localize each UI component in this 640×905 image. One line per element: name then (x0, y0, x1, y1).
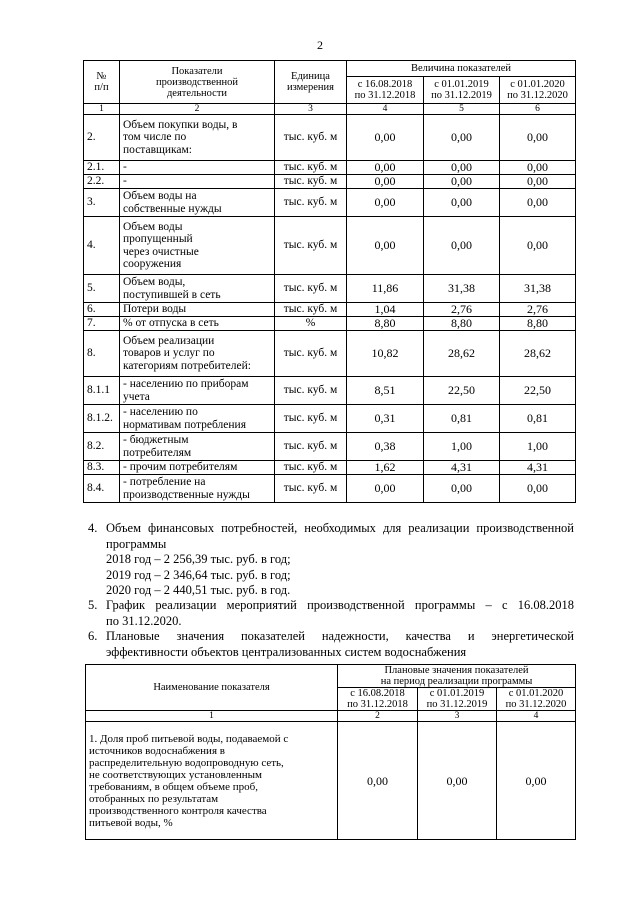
section-6-text-line2: эффективности объектов централизованных систем водоснабжения (106, 644, 467, 659)
row-value-2019 (424, 161, 500, 175)
row-value-2019-text: 0,81 (451, 411, 472, 426)
row-unit (275, 405, 347, 433)
row-unit (275, 303, 347, 317)
row-value-2018 (347, 303, 424, 317)
row-value-2018-text: 0,00 (374, 195, 396, 210)
row-number-text: 8.3. (87, 461, 105, 474)
header-num: № п/п (84, 61, 120, 104)
row-value-2018 (347, 377, 424, 405)
table-row (84, 475, 576, 503)
row-indicator-name (120, 303, 275, 317)
row-value-2020-text: 0,00 (527, 174, 548, 189)
row-value-2019 (424, 217, 500, 275)
row-unit (275, 331, 347, 377)
table-row (84, 189, 576, 217)
row-indicator-name-text: - населению по нормативам потребления (123, 406, 246, 431)
row-number (84, 175, 120, 189)
header-period-2: с 01.01.2019 по 31.12.2019 (424, 77, 500, 104)
row-indicator-name-text: - потребление на производственные нужды (123, 476, 250, 501)
row-value-2020-text: 0,00 (527, 195, 548, 210)
row-indicator-name-text: Объем реализации товаров и услуг по категориям потребителей: (123, 334, 251, 372)
row-value-2018 (347, 161, 424, 175)
row-value-2020 (500, 433, 576, 461)
row-indicator-name (120, 377, 275, 405)
header-values-group: Величина показателей (347, 61, 576, 77)
row-value-2018-text: 0,00 (374, 174, 396, 189)
row-indicator-name (120, 461, 275, 475)
row-value-2019 (424, 317, 500, 331)
row-unit-text: тыс. куб. м (283, 175, 338, 188)
section-4-text-line2: программы (106, 536, 167, 551)
row-value-2020-text: 4,31 (527, 460, 548, 475)
row-value-2018-text: 0,38 (374, 439, 396, 454)
index-cell: 6 (500, 104, 576, 115)
table-row (84, 175, 576, 189)
index-cell: 3 (418, 711, 497, 722)
row-value-2018-text: 0,00 (374, 160, 396, 175)
row-indicator-name (120, 275, 275, 303)
finance-2018: 2018 год – 2 256,39 тыс. руб. в год; (106, 552, 291, 566)
row-value-2019-text: 0,00 (451, 130, 472, 145)
row-value-2018-text: 8,80 (374, 316, 396, 331)
row-number (84, 275, 120, 303)
row-value-2020-text: 31,38 (524, 281, 551, 296)
header-period-1: с 16.08.2018 по 31.12.2018 (347, 77, 424, 104)
row-value-2018-text: 11,86 (371, 281, 399, 296)
row-unit-text: тыс. куб. м (283, 461, 338, 474)
row-number-text: 2.1. (87, 161, 105, 174)
production-indicators-table (83, 60, 576, 503)
row-value-2019-text: 0,00 (451, 195, 472, 210)
t2-header-group: Плановые значения показателей на период реализации программы (338, 665, 576, 688)
row-indicator-name (120, 217, 275, 275)
row-unit (275, 115, 347, 161)
header-period-3: с 01.01.2020 по 31.12.2020 (500, 77, 576, 104)
row-value-2020 (500, 175, 576, 189)
index-cell: 1 (84, 104, 120, 115)
row-indicator-name-text: Потери воды (123, 303, 187, 316)
row-value-2019-text: 4,31 (451, 460, 472, 475)
row-indicator-name (120, 115, 275, 161)
row-value-2018 (347, 217, 424, 275)
row-unit-text: тыс. куб. м (283, 440, 338, 453)
row-unit (275, 217, 347, 275)
row-unit-text: тыс. куб. м (283, 282, 338, 295)
row-unit-text: % (305, 317, 316, 330)
row-value-2018 (347, 317, 424, 331)
row-indicator-name (120, 405, 275, 433)
row-unit-text: тыс. куб. м (283, 196, 338, 209)
row-value-2019-text: 0,00 (451, 174, 472, 189)
row-number-text: 3. (87, 196, 96, 209)
row-value-2019-text: 28,62 (448, 346, 475, 361)
row-number-text: 2.2. (87, 175, 105, 188)
row-unit-text: тыс. куб. м (283, 131, 338, 144)
index-cell: 5 (424, 104, 500, 115)
index-cell: 4 (347, 104, 424, 115)
table-row (84, 275, 576, 303)
row-indicator-name (120, 161, 275, 175)
row-value-2020-text: 22,50 (524, 383, 551, 398)
row-number-text: 5. (87, 282, 96, 295)
row-value-2018 (347, 331, 424, 377)
row-unit (275, 175, 347, 189)
row-value-2019 (424, 461, 500, 475)
header-indicator: Показатели производственной деятельности (120, 61, 275, 104)
row-value-2020 (500, 377, 576, 405)
t2-header-period-1: с 16.08.2018 по 31.12.2018 (338, 688, 418, 711)
section-5 (88, 598, 574, 629)
row-value-2019 (424, 275, 500, 303)
row-number (84, 461, 120, 475)
row-indicator-name-text: - населению по приборам учета (123, 378, 249, 403)
row-value-2020-text: 28,62 (524, 346, 551, 361)
row-value-2019 (424, 189, 500, 217)
row-value-2020-text: 2,76 (527, 302, 548, 317)
row-indicator-name-text: Объем покупки воды, в том числе по поставщикам: (123, 118, 238, 156)
row-number-text: 7. (87, 317, 96, 330)
row-number-text: 8.1.2. (87, 412, 113, 425)
row-value-2019-text: 2,76 (451, 302, 472, 317)
t2-row-value-2018-text: 0,00 (367, 773, 388, 788)
row-value-2020 (500, 115, 576, 161)
row-value-2019 (424, 115, 500, 161)
row-value-2018-text: 0,00 (374, 238, 396, 253)
t2-row-value-2019-text: 0,00 (446, 773, 468, 788)
t2-header-period-3: с 01.01.2020 по 31.12.2020 (497, 688, 576, 711)
header-unit: Единица измерения (275, 61, 347, 104)
row-value-2018-text: 0,00 (374, 130, 396, 145)
row-value-2020-text: 0,00 (527, 481, 548, 496)
row-value-2019-text: 8,80 (451, 316, 472, 331)
index-cell: 2 (120, 104, 275, 115)
row-unit (275, 161, 347, 175)
row-number-text: 8. (87, 347, 96, 360)
section-5-number: 5. (88, 598, 98, 612)
section-4-number: 4. (88, 521, 98, 535)
row-indicator-name-text: - бюджетным потребителям (123, 434, 192, 459)
row-value-2020 (500, 217, 576, 275)
t2-column-index-row (86, 711, 576, 722)
row-indicator-name (120, 317, 275, 331)
row-number (84, 331, 120, 377)
row-value-2019-text: 31,38 (448, 281, 475, 296)
row-value-2018-text: 10,82 (371, 346, 399, 361)
row-value-2020-text: 1,00 (527, 439, 548, 454)
row-unit-text: тыс. куб. м (283, 347, 338, 360)
row-value-2020 (500, 303, 576, 317)
row-value-2019-text: 0,00 (451, 238, 472, 253)
section-6 (88, 629, 574, 660)
row-number (84, 303, 120, 317)
section-6-text-line1: Плановые значения показателей надежности, качества и энергетической (106, 629, 574, 643)
row-indicator-name (120, 189, 275, 217)
table-row (86, 722, 576, 840)
row-number (84, 161, 120, 175)
row-unit-text: тыс. куб. м (283, 482, 338, 495)
section-6-number: 6. (88, 629, 98, 643)
row-indicator-name-text: Объем воды на собственные нужды (123, 190, 222, 215)
row-value-2019-text: 0,00 (451, 481, 472, 496)
row-value-2018-text: 1,04 (374, 302, 396, 317)
t2-row-indicator-name-text: 1. Доля проб питьевой воды, подаваемой с источников водоснабжения в распределительную водопроводную сеть, не соответствующих установленным требованиям, в общем объеме проб, отобранных по результатам производственного контроля качества питьевой воды, % (89, 732, 289, 829)
row-unit (275, 317, 347, 331)
row-value-2020-text: 0,00 (527, 238, 548, 253)
row-indicator-name-text: - (123, 175, 127, 188)
row-number (84, 317, 120, 331)
t2-row-indicator-name (86, 722, 338, 840)
row-value-2018 (347, 405, 424, 433)
table-row (84, 461, 576, 475)
table-row (84, 217, 576, 275)
index-cell: 4 (497, 711, 576, 722)
index-cell: 1 (86, 711, 338, 722)
row-value-2020-text: 0,81 (527, 411, 548, 426)
row-unit-text: тыс. куб. м (283, 384, 338, 397)
row-number (84, 433, 120, 461)
table-row (84, 331, 576, 377)
row-indicator-name (120, 331, 275, 377)
row-value-2018-text: 0,00 (374, 481, 396, 496)
row-unit (275, 189, 347, 217)
row-indicator-name-text: Объем воды, поступившей в сеть (123, 276, 221, 301)
row-value-2018 (347, 475, 424, 503)
row-number-text: 8.4. (87, 482, 105, 495)
row-value-2018 (347, 461, 424, 475)
row-unit-text: тыс. куб. м (283, 239, 338, 252)
section-4 (88, 521, 574, 599)
row-indicator-name (120, 433, 275, 461)
section-5-text-line2: по 31.12.2020. (106, 613, 182, 628)
t2-row-value-2018 (338, 722, 418, 840)
finance-2020: 2020 год – 2 440,51 тыс. руб. в год. (106, 583, 291, 597)
row-number (84, 377, 120, 405)
row-value-2019 (424, 405, 500, 433)
row-value-2020 (500, 161, 576, 175)
row-value-2020-text: 0,00 (527, 160, 548, 175)
row-number-text: 4. (87, 239, 96, 252)
page-number: 2 (317, 38, 323, 52)
row-unit-text: тыс. куб. м (283, 161, 338, 174)
row-value-2018 (347, 175, 424, 189)
row-number (84, 405, 120, 433)
row-value-2019 (424, 175, 500, 189)
row-unit (275, 275, 347, 303)
row-number (84, 217, 120, 275)
row-value-2019 (424, 303, 500, 317)
row-unit (275, 433, 347, 461)
row-value-2020 (500, 461, 576, 475)
row-unit (275, 377, 347, 405)
row-value-2019 (424, 331, 500, 377)
row-value-2018-text: 0,31 (374, 411, 396, 426)
row-value-2019 (424, 433, 500, 461)
row-value-2019 (424, 377, 500, 405)
section-4-text-line1: Объем финансовых потребностей, необходимых для реализации производственной (106, 521, 574, 535)
row-value-2019-text: 0,00 (451, 160, 472, 175)
row-value-2019-text: 1,00 (451, 439, 472, 454)
row-number-text: 2. (87, 131, 96, 144)
row-value-2020 (500, 331, 576, 377)
t2-header-name: Наименование показателя (86, 665, 338, 711)
row-indicator-name-text: Объем воды пропущенный через очистные сооружения (123, 220, 199, 270)
row-number (84, 115, 120, 161)
row-number-text: 8.2. (87, 440, 105, 453)
row-indicator-name-text: - прочим потребителям (123, 461, 238, 474)
column-index-row (84, 104, 576, 115)
table-row (84, 303, 576, 317)
row-value-2018-text: 1,62 (374, 460, 396, 475)
index-cell: 3 (275, 104, 347, 115)
row-value-2018 (347, 433, 424, 461)
row-number (84, 475, 120, 503)
row-value-2018-text: 8,51 (374, 383, 396, 398)
row-unit (275, 461, 347, 475)
t2-header-period-2: с 01.01.2019 по 31.12.2019 (418, 688, 497, 711)
row-value-2018 (347, 275, 424, 303)
row-indicator-name (120, 175, 275, 189)
row-unit-text: тыс. куб. м (283, 303, 338, 316)
t2-row-value-2019 (418, 722, 497, 840)
section-5-text-line1: График реализации мероприятий производственной программы – с 16.08.2018 (106, 598, 574, 612)
row-unit (275, 475, 347, 503)
row-value-2020 (500, 405, 576, 433)
index-cell: 2 (338, 711, 418, 722)
row-value-2020 (500, 317, 576, 331)
t2-row-value-2020 (497, 722, 576, 840)
table-row (84, 433, 576, 461)
row-indicator-name-text: - (123, 161, 127, 174)
table-row (84, 317, 576, 331)
row-value-2018 (347, 189, 424, 217)
row-value-2020 (500, 189, 576, 217)
finance-2019: 2019 год – 2 346,64 тыс. руб. в год; (106, 567, 291, 582)
row-number (84, 189, 120, 217)
row-unit-text: тыс. куб. м (283, 412, 338, 425)
row-number-text: 8.1.1 (87, 384, 110, 397)
row-value-2019 (424, 475, 500, 503)
row-number-text: 6. (87, 303, 96, 316)
row-value-2020-text: 0,00 (527, 130, 548, 145)
row-value-2020 (500, 475, 576, 503)
row-indicator-name-text: % от отпуска в сеть (123, 317, 219, 330)
table-row (84, 405, 576, 433)
row-value-2020-text: 8,80 (527, 316, 548, 331)
row-value-2020 (500, 275, 576, 303)
table-row (84, 377, 576, 405)
row-indicator-name (120, 475, 275, 503)
table-row (84, 115, 576, 161)
row-value-2018 (347, 115, 424, 161)
table-row (84, 161, 576, 175)
row-value-2019-text: 22,50 (448, 383, 475, 398)
t2-row-value-2020-text: 0,00 (525, 773, 547, 788)
reliability-indicators-table (85, 664, 576, 840)
